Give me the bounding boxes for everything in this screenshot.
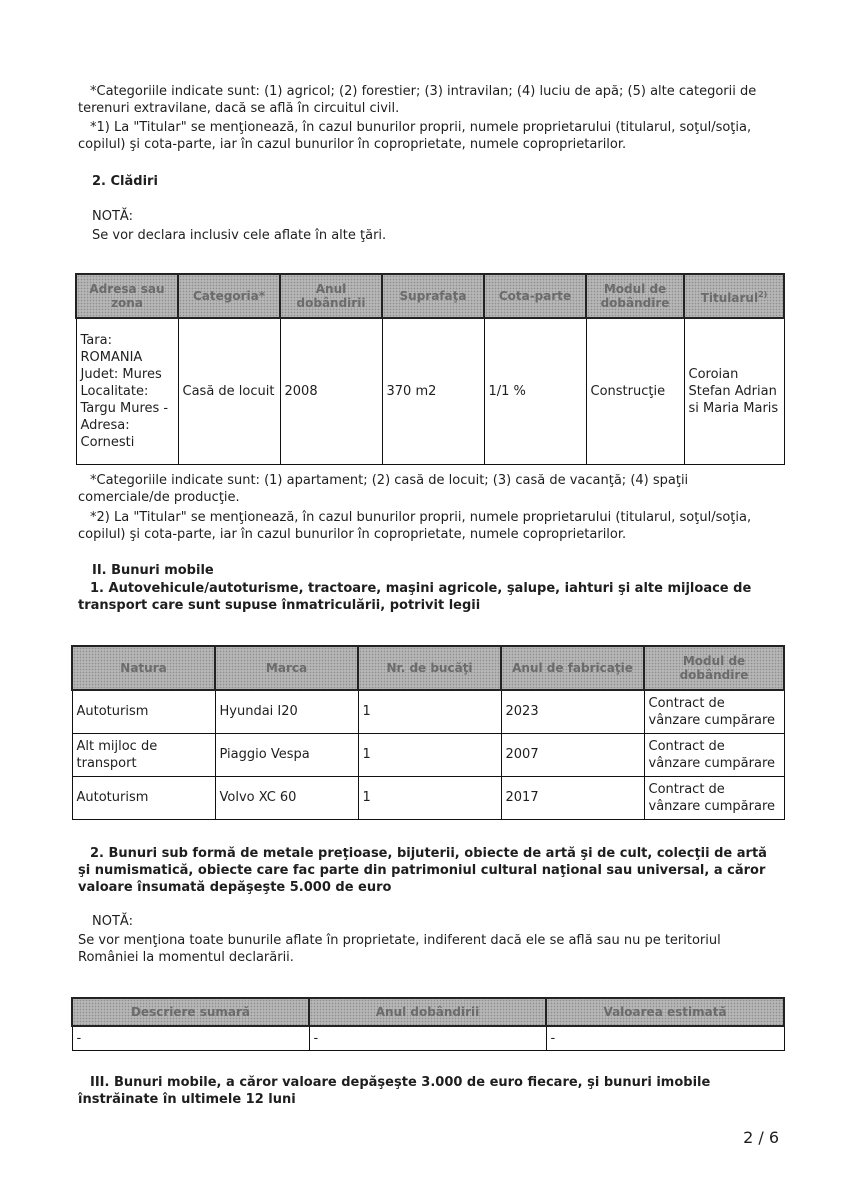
cell-valoare: - xyxy=(546,1026,784,1050)
cladiri-table xyxy=(75,273,785,465)
table-row xyxy=(72,1026,784,1050)
terenuri-titular-footnote: *1) La "Titular" se menţionează, în cazul bunurilor proprii, numele proprietarului (titularul, soţul/soţia, copilul) şi cota-parte, iar în cazul bunurilor în coproprietate, numele coproprietarilor. xyxy=(78,120,752,152)
table-row xyxy=(76,318,784,464)
header-titular-sup: 2) xyxy=(758,289,768,299)
cell-modul: Contract de vânzare cumpărare xyxy=(644,776,784,819)
header-nr-bucati: Nr. de bucăţi xyxy=(358,646,501,690)
header-cota: Cota-parte xyxy=(484,274,586,318)
vehicles-header-row xyxy=(72,646,784,690)
table-row xyxy=(72,776,784,819)
cladiri-header-row xyxy=(76,274,784,318)
cell-cota: 1/1 % xyxy=(484,318,586,464)
header-descriere: Descriere sumară xyxy=(72,998,309,1026)
cell-anul: 2008 xyxy=(280,318,382,464)
valuables-header-row xyxy=(72,998,784,1026)
terenuri-categorii-footnote: *Categoriile indicate sunt: (1) agricol; (2) forestier; (3) intravilan; (4) luciu de apă; (5) alte categorii de terenuri extravilane, dacă se află în circuitul civil. xyxy=(78,84,757,116)
cladiri-nota-text: Se vor declara inclusiv cele aflate în alte ţări. xyxy=(92,228,387,243)
header-titular-label: Titularul xyxy=(700,290,759,305)
bunuri-mobile-heading: II. Bunuri mobile xyxy=(92,563,214,578)
table-row xyxy=(72,733,784,776)
cell-anul: - xyxy=(309,1026,546,1050)
cell-anul: 2007 xyxy=(501,733,644,776)
cladiri-nota-label: NOTĂ: xyxy=(92,209,133,224)
header-valoarea: Valoarea estimată xyxy=(546,998,784,1026)
cell-titular: Coroian Stefan Adrian si Maria Maris xyxy=(684,318,784,464)
cell-anul: 2017 xyxy=(501,776,644,819)
bunuri-pretioase-heading: 2. Bunuri sub formă de metale preţioase, bijuterii, obiecte de artă şi de cult, colecţii de artă şi numismatică, obiecte care fac parte din patrimoniul cultural naţional sau universal, a căror valoare însumată depăşeşte 5.000 de euro xyxy=(78,846,767,895)
cladiri-titular-footnote: *2) La "Titular" se menţionează, în cazul bunurilor proprii, numele proprietarului (titularul, soţul/soţia, copilul) şi cota-parte, iar în cazul bunurilor în coproprietate, numele coproprietarilor. xyxy=(78,510,752,542)
cell-suprafata: 370 m2 xyxy=(382,318,484,464)
header-marca: Marca xyxy=(215,646,358,690)
cell-marca: Volvo XC 60 xyxy=(215,776,358,819)
header-modul-dobandire: Modul de dobândire xyxy=(644,646,784,690)
header-anul-fabricatie: Anul de fabricaţie xyxy=(501,646,644,690)
header-natura: Natura xyxy=(72,646,215,690)
bunuri-nota-label: NOTĂ: xyxy=(92,914,133,929)
cell-nr: 1 xyxy=(358,776,501,819)
cladiri-categorii-footnote: *Categoriile indicate sunt: (1) apartament; (2) casă de locuit; (3) casă de vacanţă; (4) spaţii comerciale/de producţie. xyxy=(78,473,689,505)
cell-descriere: - xyxy=(72,1026,309,1050)
cell-adresa: Tara: ROMANIA Judet: Mures Localitate: Targu Mures - Adresa: Cornesti xyxy=(76,318,178,464)
cell-nr: 1 xyxy=(358,733,501,776)
header-anul: Anul dobândirii xyxy=(280,274,382,318)
header-adresa: Adresa sau zona xyxy=(76,274,178,318)
cell-natura: Alt mijloc de transport xyxy=(72,733,215,776)
cell-natura: Autoturism xyxy=(72,690,215,733)
valuables-table xyxy=(71,997,785,1051)
vehicles-table xyxy=(71,645,785,820)
header-categoria: Categoria* xyxy=(178,274,280,318)
cell-categoria: Casă de locuit xyxy=(178,318,280,464)
cladiri-heading: 2. Clădiri xyxy=(92,174,158,189)
cell-modul: Contract de vânzare cumpărare xyxy=(644,690,784,733)
header-titular xyxy=(684,274,784,318)
cell-modul: Contract de vânzare cumpărare xyxy=(644,733,784,776)
cell-natura: Autoturism xyxy=(72,776,215,819)
autovehicule-heading: 1. Autovehicule/autoturisme, tractoare, maşini agricole, şalupe, iahturi şi alte mijloace de transport care sunt supuse înmatriculării, potrivit legii xyxy=(78,581,752,613)
section3-heading: III. Bunuri mobile, a căror valoare depăşeşte 3.000 de euro fiecare, şi bunuri imobile înstrăinate în ultimele 12 luni xyxy=(78,1075,711,1107)
cell-marca: Piaggio Vespa xyxy=(215,733,358,776)
header-modul: Modul de dobândire xyxy=(586,274,684,318)
header-anul-dobandirii: Anul dobândirii xyxy=(309,998,546,1026)
cell-modul: Construcţie xyxy=(586,318,684,464)
bunuri-nota-text: Se vor menţiona toate bunurile aflate în proprietate, indiferent dacă ele se află sau nu pe teritoriul României la momentul declarării. xyxy=(78,933,721,965)
cell-marca: Hyundai I20 xyxy=(215,690,358,733)
page-number: 2 / 6 xyxy=(743,1128,779,1147)
table-row xyxy=(72,690,784,733)
header-suprafata: Suprafaţa xyxy=(382,274,484,318)
cell-nr: 1 xyxy=(358,690,501,733)
cell-anul: 2023 xyxy=(501,690,644,733)
